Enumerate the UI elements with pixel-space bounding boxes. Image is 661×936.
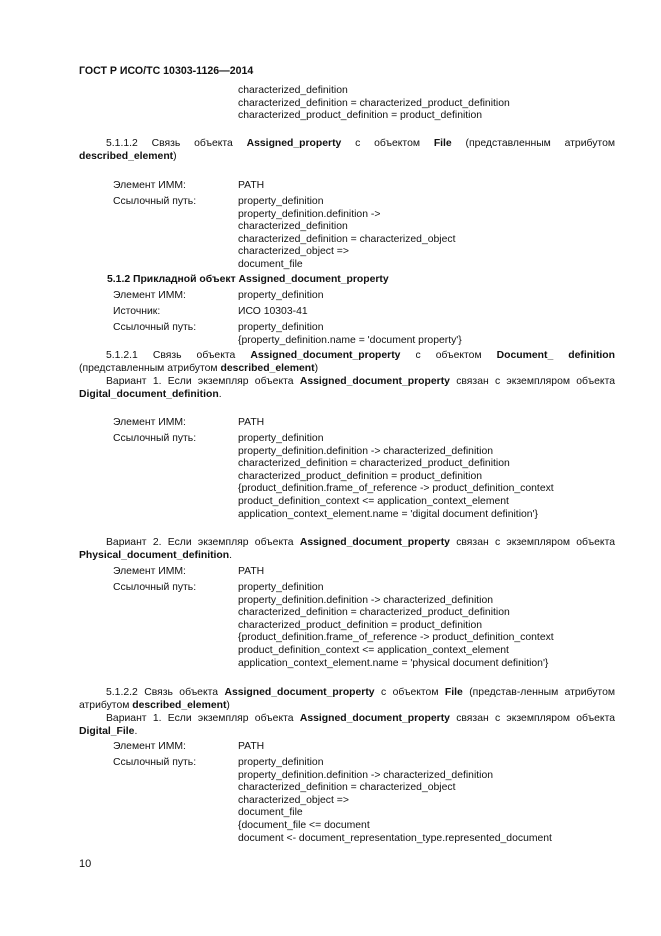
ref-path-block-2: property_definition property_definition.definition -> characterized_definition characterized_definition = characterized_product_definition characterized_product_definition = product_definition {product_definition.frame_of_reference -> product_definition_context product_definition_context <= application_context_element application_context_element.name = 'digital document definition'} <box>238 433 554 520</box>
paragraph-5-1-2-2: 5.1.2.2 Связь объекта Assigned_document_property с объектом File (представ-ленным атрибутом <box>106 687 615 698</box>
variant-2-paragraph-cont: Physical_document_definition. <box>79 550 233 561</box>
label-ref-path: Ссылочный путь: <box>113 582 197 593</box>
code-line: characterized_definition <box>238 85 348 96</box>
label-imm: Элемент ИММ: <box>113 741 186 752</box>
imm-value: property_definition <box>238 290 324 301</box>
paragraph-5-1-2-1-cont: (представленным атрибутом described_element) <box>79 363 319 374</box>
ref-path-block-3: property_definition property_definition.definition -> characterized_definition characterized_definition = characterized_product_definition characterized_product_definition = product_definition {product_definition.frame_of_reference -> product_definition_context product_definition_context <= application_context_element application_context_element.name = 'physical document definition'} <box>238 582 554 669</box>
label-imm: Элемент ИММ: <box>113 417 186 428</box>
variant-1-paragraph: Вариант 1. Если экземпляр объекта Assigned_document_property связан с экземпляром объекта <box>106 376 615 387</box>
ref-path-5-1-2: property_definition {property_definition.name = 'document property'} <box>238 322 462 346</box>
label-imm: Элемент ИММ: <box>113 290 186 301</box>
ref-path-block-4: property_definition property_definition.definition -> characterized_definition characterized_definition = characterized_object characterized_object => document_file {document_file <= document document <- document_representation_type.represented_document <box>238 757 552 844</box>
imm-value: PATH <box>238 417 265 428</box>
variant-1-paragraph-b: Вариант 1. Если экземпляр объекта Assigned_document_property связан с экземпляром объекта <box>106 713 615 724</box>
label-ref-path: Ссылочный путь: <box>113 196 197 207</box>
variant-2-paragraph: Вариант 2. Если экземпляр объекта Assigned_document_property связан с экземпляром объекта <box>106 537 615 548</box>
imm-value: PATH <box>238 566 265 577</box>
variant-1-paragraph-cont: Digital_document_definition. <box>79 389 222 400</box>
paragraph-5-1-2-2-cont: атрибутом described_element) <box>79 700 230 711</box>
label-ref-path: Ссылочный путь: <box>113 433 197 444</box>
code-line: characterized_product_definition = product_definition <box>238 110 483 122</box>
paragraph-5-1-2-1: 5.1.2.1 Связь объекта Assigned_document_property с объектом Document_ definition <box>106 350 615 361</box>
label-ref-path: Ссылочный путь: <box>113 757 197 768</box>
label-source: Источник: <box>113 306 161 317</box>
section-heading-5-1-2: 5.1.2 Прикладной объект Assigned_document_property <box>107 274 389 285</box>
ref-path-block-1: property_definition property_definition.definition -> characterized_definition characterized_definition = characterized_object characterized_object => document_file <box>238 196 456 270</box>
imm-value: PATH <box>238 741 265 752</box>
imm-value: PATH <box>238 180 265 191</box>
paragraph-5-1-1-2-cont: described_element) <box>79 151 177 162</box>
code-block-top <box>238 85 510 123</box>
paragraph-5-1-1-2: 5.1.1.2 Связь объекта Assigned_property с объектом File (представленным атрибутом <box>106 138 615 149</box>
page-header: ГОСТ Р ИСО/ТС 10303-1126—2014 <box>79 65 254 77</box>
page-number: 10 <box>79 858 92 870</box>
source-value: ИСО 10303-41 <box>238 306 308 317</box>
label-imm: Элемент ИММ: <box>113 566 186 577</box>
code-line: characterized_definition = characterized_product_definition <box>238 97 510 109</box>
variant-1-paragraph-b-cont: Digital_File. <box>79 726 138 737</box>
label-imm: Элемент ИММ: <box>113 180 186 191</box>
label-ref-path: Ссылочный путь: <box>113 322 197 333</box>
